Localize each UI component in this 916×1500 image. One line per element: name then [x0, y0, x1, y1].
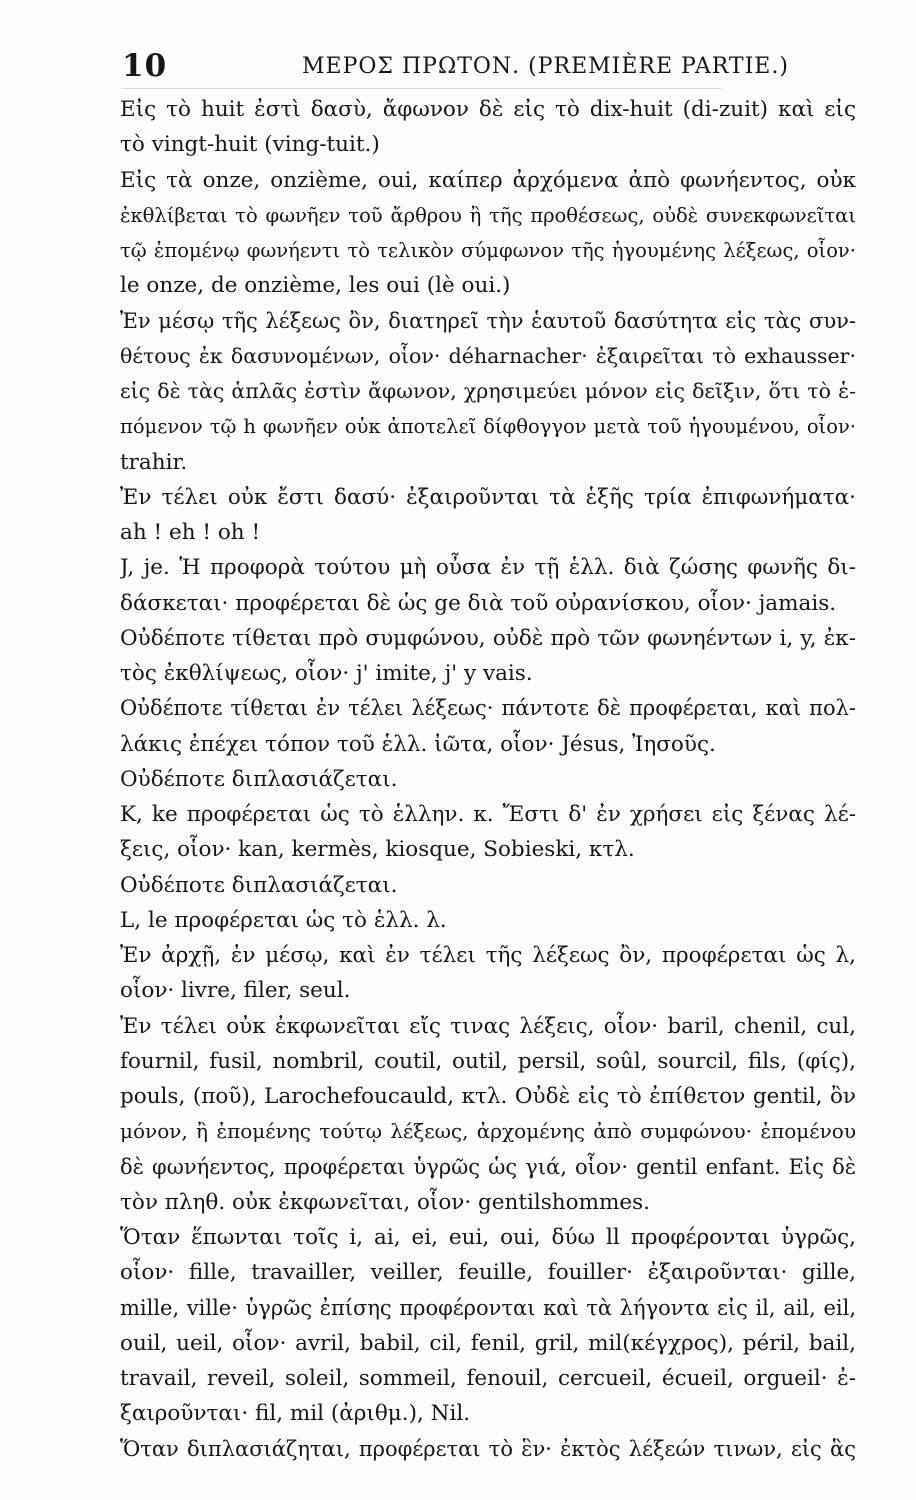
text-line: Εἰς τὰ onze, onzième, oui, καίπερ ἀρχόμενα ἀπὸ φωνήεντος, οὐκ — [120, 167, 856, 193]
text-line: τὸς ἐκθλίψεως, οἷον· j' imite, j' y vais. — [120, 661, 533, 686]
text-line: mille, ville· ὑγρῶς ἐπίσης προφέρονται καὶ τὰ λήγοντα εἰς il, ail, eil, — [120, 1295, 856, 1320]
text-line: Οὐδέποτε διπλασιάζεται. — [120, 766, 398, 792]
text-line: μόνον, ἢ ἑπομένης τούτῳ λέξεως, ἀρχομένης ἀπὸ συμφώνου· ἑπομένου — [120, 1119, 856, 1144]
text-line: fournil, fusil, nombril, coutil, outil, persil, soûl, sourcil, fils, (φίς), — [120, 1048, 856, 1074]
page-header — [122, 48, 856, 84]
text-line: οἷον· livre, filer, seul. — [120, 978, 351, 1004]
text-line: εἰς δὲ τὰς ἁπλᾶς ἐστὶν ἄφωνον, χρησιμεύει μόνον εἰς δεῖξιν, ὅτι τὸ ἑ- — [120, 379, 856, 403]
text-line: οἷον· fille, travailler, veiller, feuille, fouiller· ἐξαιροῦνται· gille, — [120, 1260, 856, 1286]
page-number: 10 — [122, 48, 168, 84]
text-line: K, ke προφέρεται ὡς τὸ ἑλλην. κ. Ἔστι δ' ἐν χρήσει εἰς ξένας λέ- — [120, 802, 856, 827]
text-line: Ἐν μέσῳ τῆς λέξεως ὂν, διατηρεῖ τὴν ἑαυτοῦ δασύτητα εἰς τὰς συν- — [120, 308, 856, 333]
text-line: travail, reveil, soleil, sommeil, fenouil, cercueil, écueil, orgueil· ἐ- — [120, 1366, 856, 1391]
text-line: ξεις, οἷον· kan, kermès, kiosque, Sobieski, κτλ. — [120, 837, 635, 863]
text-line: Ἐν ἀρχῇ, ἐν μέσῳ, καὶ ἐν τέλει τῆς λέξεως ὂν, προφέρεται ὡς λ, — [120, 943, 856, 968]
text-line: pouls, (ποῦ), Larochefoucauld, κτλ. Οὐδὲ εἰς τὸ ἐπίθετον gentil, ὂν — [120, 1084, 856, 1109]
text-line: Ἐν τέλει οὐκ ἔστι δασύ· ἐξαιροῦνται τὰ ἑξῆς τρία ἐπιφωνήματα· — [120, 484, 856, 510]
text-line: Οὐδέποτε τίθεται πρὸ συμφώνου, οὐδὲ πρὸ τῶν φωνηέντων i, y, ἐκ- — [120, 625, 856, 651]
body-text — [120, 92, 856, 1467]
text-line: Οὐδέποτε διπλασιάζεται. — [120, 872, 398, 898]
text-line: δάσκεται· προφέρεται δὲ ὡς ge διὰ τοῦ οὐρανίσκου, οἷον· jamais. — [120, 590, 837, 616]
text-line: πόμενον τῷ h φωνῆεν οὐκ ἀποτελεῖ δίφθογγον μετὰ τοῦ ἡγουμένου, οἷον· — [120, 415, 856, 439]
text-line: ouil, ueil, οἷον· avril, babil, cil, fenil, gril, mil(κέγχρος), péril, bail, — [120, 1330, 856, 1356]
text-line: δὲ φωνήεντος, προφέρεται ὑγρῶς ὡς γιά, οἷον· gentil enfant. Εἰς δὲ — [120, 1154, 856, 1179]
text-line: L, le προφέρεται ὡς τὸ ἑλλ. λ. — [120, 907, 447, 933]
text-line: λάκις ἐπέχει τόπον τοῦ ἑλλ. ἰῶτα, οἷον· Jésus, Ἰησοῦς. — [120, 731, 716, 757]
text-line: Ὅταν διπλασιάζηται, προφέρεται τὸ ἓν· ἐκτὸς λέξεών τινων, εἰς ἃς — [120, 1436, 856, 1461]
text-line: Οὐδέποτε τίθεται ἐν τέλει λέξεως· πάντοτε δὲ προφέρεται, καὶ πολ- — [120, 696, 856, 721]
text-line: trahir. — [120, 449, 188, 475]
text-line: ἐκθλίβεται τὸ φωνῆεν τοῦ ἄρθρου ἢ τῆς προθέσεως, οὐδὲ συνεκφωνεῖται — [120, 203, 856, 227]
header-divider — [122, 88, 722, 89]
text-line: Εἰς τὸ huit ἐστὶ δασὺ, ἄφωνον δὲ εἰς τὸ dix-huit (di-zuit) καὶ εἰς — [120, 97, 856, 122]
text-line: τῷ ἑπομένῳ φωνήεντι τὸ τελικὸν σύμφωνον τῆς ἡγουμένης λέξεως, οἷον· — [120, 239, 856, 262]
text-line: Ὅταν ἕπωνται τοῖς i, ai, ei, eui, oui, δύω ll προφέρονται ὑγρῶς, — [120, 1225, 856, 1250]
text-line: Ἐν τέλει οὐκ ἐκφωνεῖται εἴς τινας λέξεις, οἷον· baril, chenil, cul, — [120, 1013, 856, 1039]
text-line: τὸ vingt-huit (ving-tuit.) — [120, 132, 380, 158]
text-line: ξαιροῦνται· fil, mil (ἀριθμ.), Nil. — [120, 1401, 471, 1427]
text-line: le onze, de onzième, les oui (lè oui.) — [120, 273, 511, 299]
running-title: ΜΕΡΟΣ ΠΡΩΤΟΝ. (PREMIÈRE PARTIE.) — [302, 54, 789, 79]
text-line: τὸν πληθ. οὐκ ἐκφωνεῖται, οἷον· gentilshommes. — [120, 1189, 650, 1215]
text-line: ah ! eh ! oh ! — [120, 520, 261, 545]
text-line: θέτους ἐκ δασυνομένων, οἷον· déharnacher· ἐξαιρεῖται τὸ exhausser· — [120, 343, 856, 368]
text-line: J, je. Ἡ προφορὰ τούτου μὴ οὖσα ἐν τῇ ἑλλ. διὰ ζώσης φωνῆς δι- — [120, 555, 856, 581]
